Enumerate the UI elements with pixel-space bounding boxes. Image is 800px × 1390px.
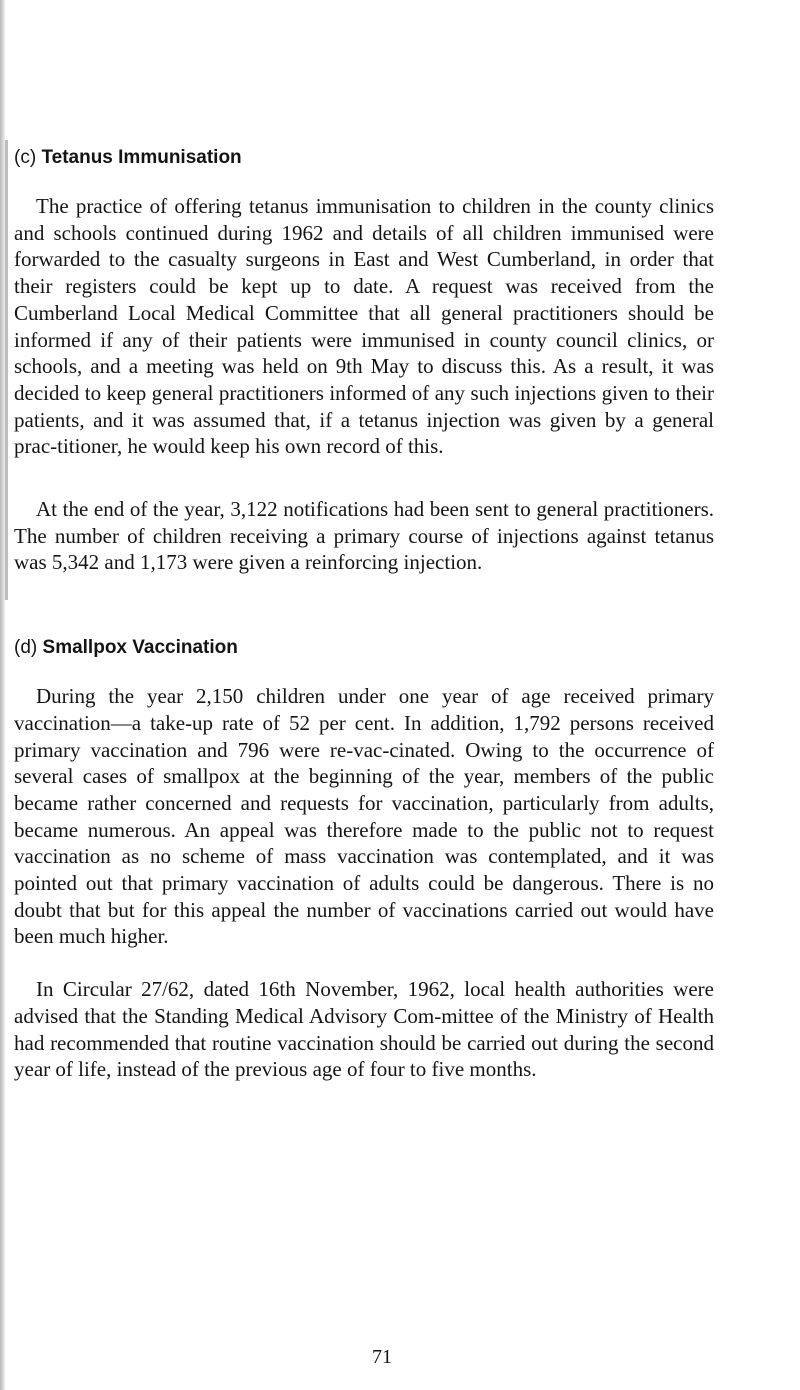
section-c-paragraph-1: The practice of offering tetanus immunisation to children in the county clinics and schools continued during 1962 and details of all children immunised were forwarded to the casualty surgeons in East and West Cumberland, in order that their registers could be kept up to date. A request was received from the Cumberland Local Medical Committee that all general practitioners should be informed if any of their patients were immunised in county council clinics, or schools, and a meeting was held on 9th May to discuss this. As a result, it was decided to keep general practitioners informed of any such injections given to their patients, and it was assumed that, if a tetanus injection was given by a general prac-titioner, he would keep his own record of this. <box>14 194 714 459</box>
section-d-title: Smallpox Vaccination <box>42 637 238 659</box>
page-body <box>14 142 714 1083</box>
paragraph-spacer <box>14 950 714 976</box>
section-c-heading <box>14 142 714 174</box>
section-d-paragraph-2: In Circular 27/62, dated 16th November, 1962, local health authorities were advised that the Standing Medical Advisory Com-mittee of the Ministry of Health had recommended that routine vaccination should be carried out during the second year of life, instead of the previous age of four to five months. <box>14 977 714 1082</box>
section-c-title: Tetanus Immunisation <box>41 147 242 168</box>
page-number: 71 <box>372 1346 392 1368</box>
section-spacer <box>14 576 714 632</box>
section-d-heading <box>14 632 714 664</box>
section-c-paragraph-2: At the end of the year, 3,122 notifications had been sent to general practitioners. The number of children receiving a primary course of injections against tetanus was 5,342 and 1,173 were given a reinforcing injection. <box>14 497 714 575</box>
section-c-letter: (c) <box>14 147 37 168</box>
page-binding-shadow <box>5 140 8 600</box>
paragraph-spacer <box>14 460 714 496</box>
section-d-letter: (d) <box>14 637 38 659</box>
section-d-paragraph-1: During the year 2,150 children under one year of age received primary vaccination—a take-up rate of 52 per cent. In addition, 1,792 persons received primary vaccination and 796 were re-vac-cinated. Owing to the occurrence of several cases of smallpox at the beginning of the year, members of the public became rather concerned and requests for vaccination, particularly from adults, became numerous. An appeal was therefore made to the public not to request vaccination as no scheme of mass vaccination was contemplated, and it was pointed out that primary vaccination of adults could be dangerous. There is no doubt that but for this appeal the number of vaccinations carried out would have been much higher. <box>14 684 714 949</box>
